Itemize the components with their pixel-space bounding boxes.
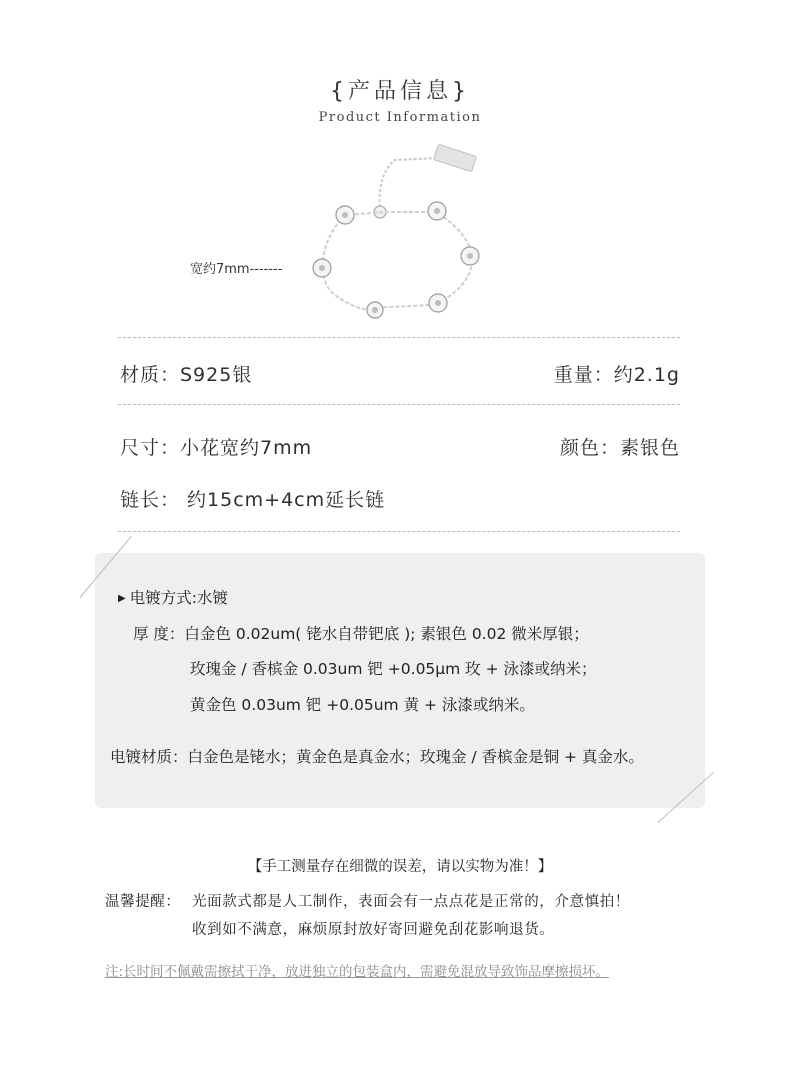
plating-thickness-1: 厚 度：白金色 0.02um( 铑水自带钯底 ); 素银色 0.02 微米厚银； — [133, 625, 589, 643]
tip-line-1: 光面款式都是人工制作，表面会有一点点花是正常的，介意慎拍！ — [192, 894, 630, 910]
plating-method — [118, 586, 228, 608]
width-annotation: 宽约7mm------- — [190, 262, 283, 277]
triangle-icon: ▶ — [118, 593, 126, 604]
plating-material: 电镀材质：白金色是铑水；黄金色是真金水；玫瑰金 / 香槟金是铜 + 真金水。 — [110, 748, 644, 766]
tip-label: 温馨提醒： — [105, 894, 181, 910]
divider — [118, 404, 680, 405]
bracelet-image — [300, 140, 500, 330]
spec-chain-length: 链长： 约15cm+4cm延长链 — [120, 489, 386, 511]
divider — [118, 337, 680, 338]
section-subtitle: Product Information — [318, 110, 482, 125]
handmade-notice: 【手工测量存在细微的误差，请以实物为准！】 — [247, 859, 553, 875]
spec-color: 颜色：素银色 — [559, 437, 680, 459]
spec-size: 尺寸：小花宽约7mm — [120, 437, 313, 459]
tip-line-2: 收到如不满意，麻烦原封放好寄回避免刮花影响退货。 — [192, 922, 555, 938]
divider — [118, 531, 680, 532]
plating-thickness-3: 黄金色 0.03um 钯 +0.05um 黄 + 泳漆或纳米。 — [190, 696, 535, 714]
plating-thickness-2: 玫瑰金 / 香槟金 0.03um 钯 +0.05μm 玫 + 泳漆或纳米； — [190, 660, 597, 678]
plating-method-text: 电镀方式:水镀 — [129, 589, 228, 607]
section-title: {产品信息} — [330, 79, 470, 104]
spec-material: 材质：S925银 — [120, 364, 253, 386]
care-note: 注:长时间不佩戴需擦拭干净，放进独立的包装盒内，需避免混放导致饰品摩擦损坏。 — [105, 964, 610, 980]
spec-weight: 重量：约2.1g — [553, 364, 680, 386]
